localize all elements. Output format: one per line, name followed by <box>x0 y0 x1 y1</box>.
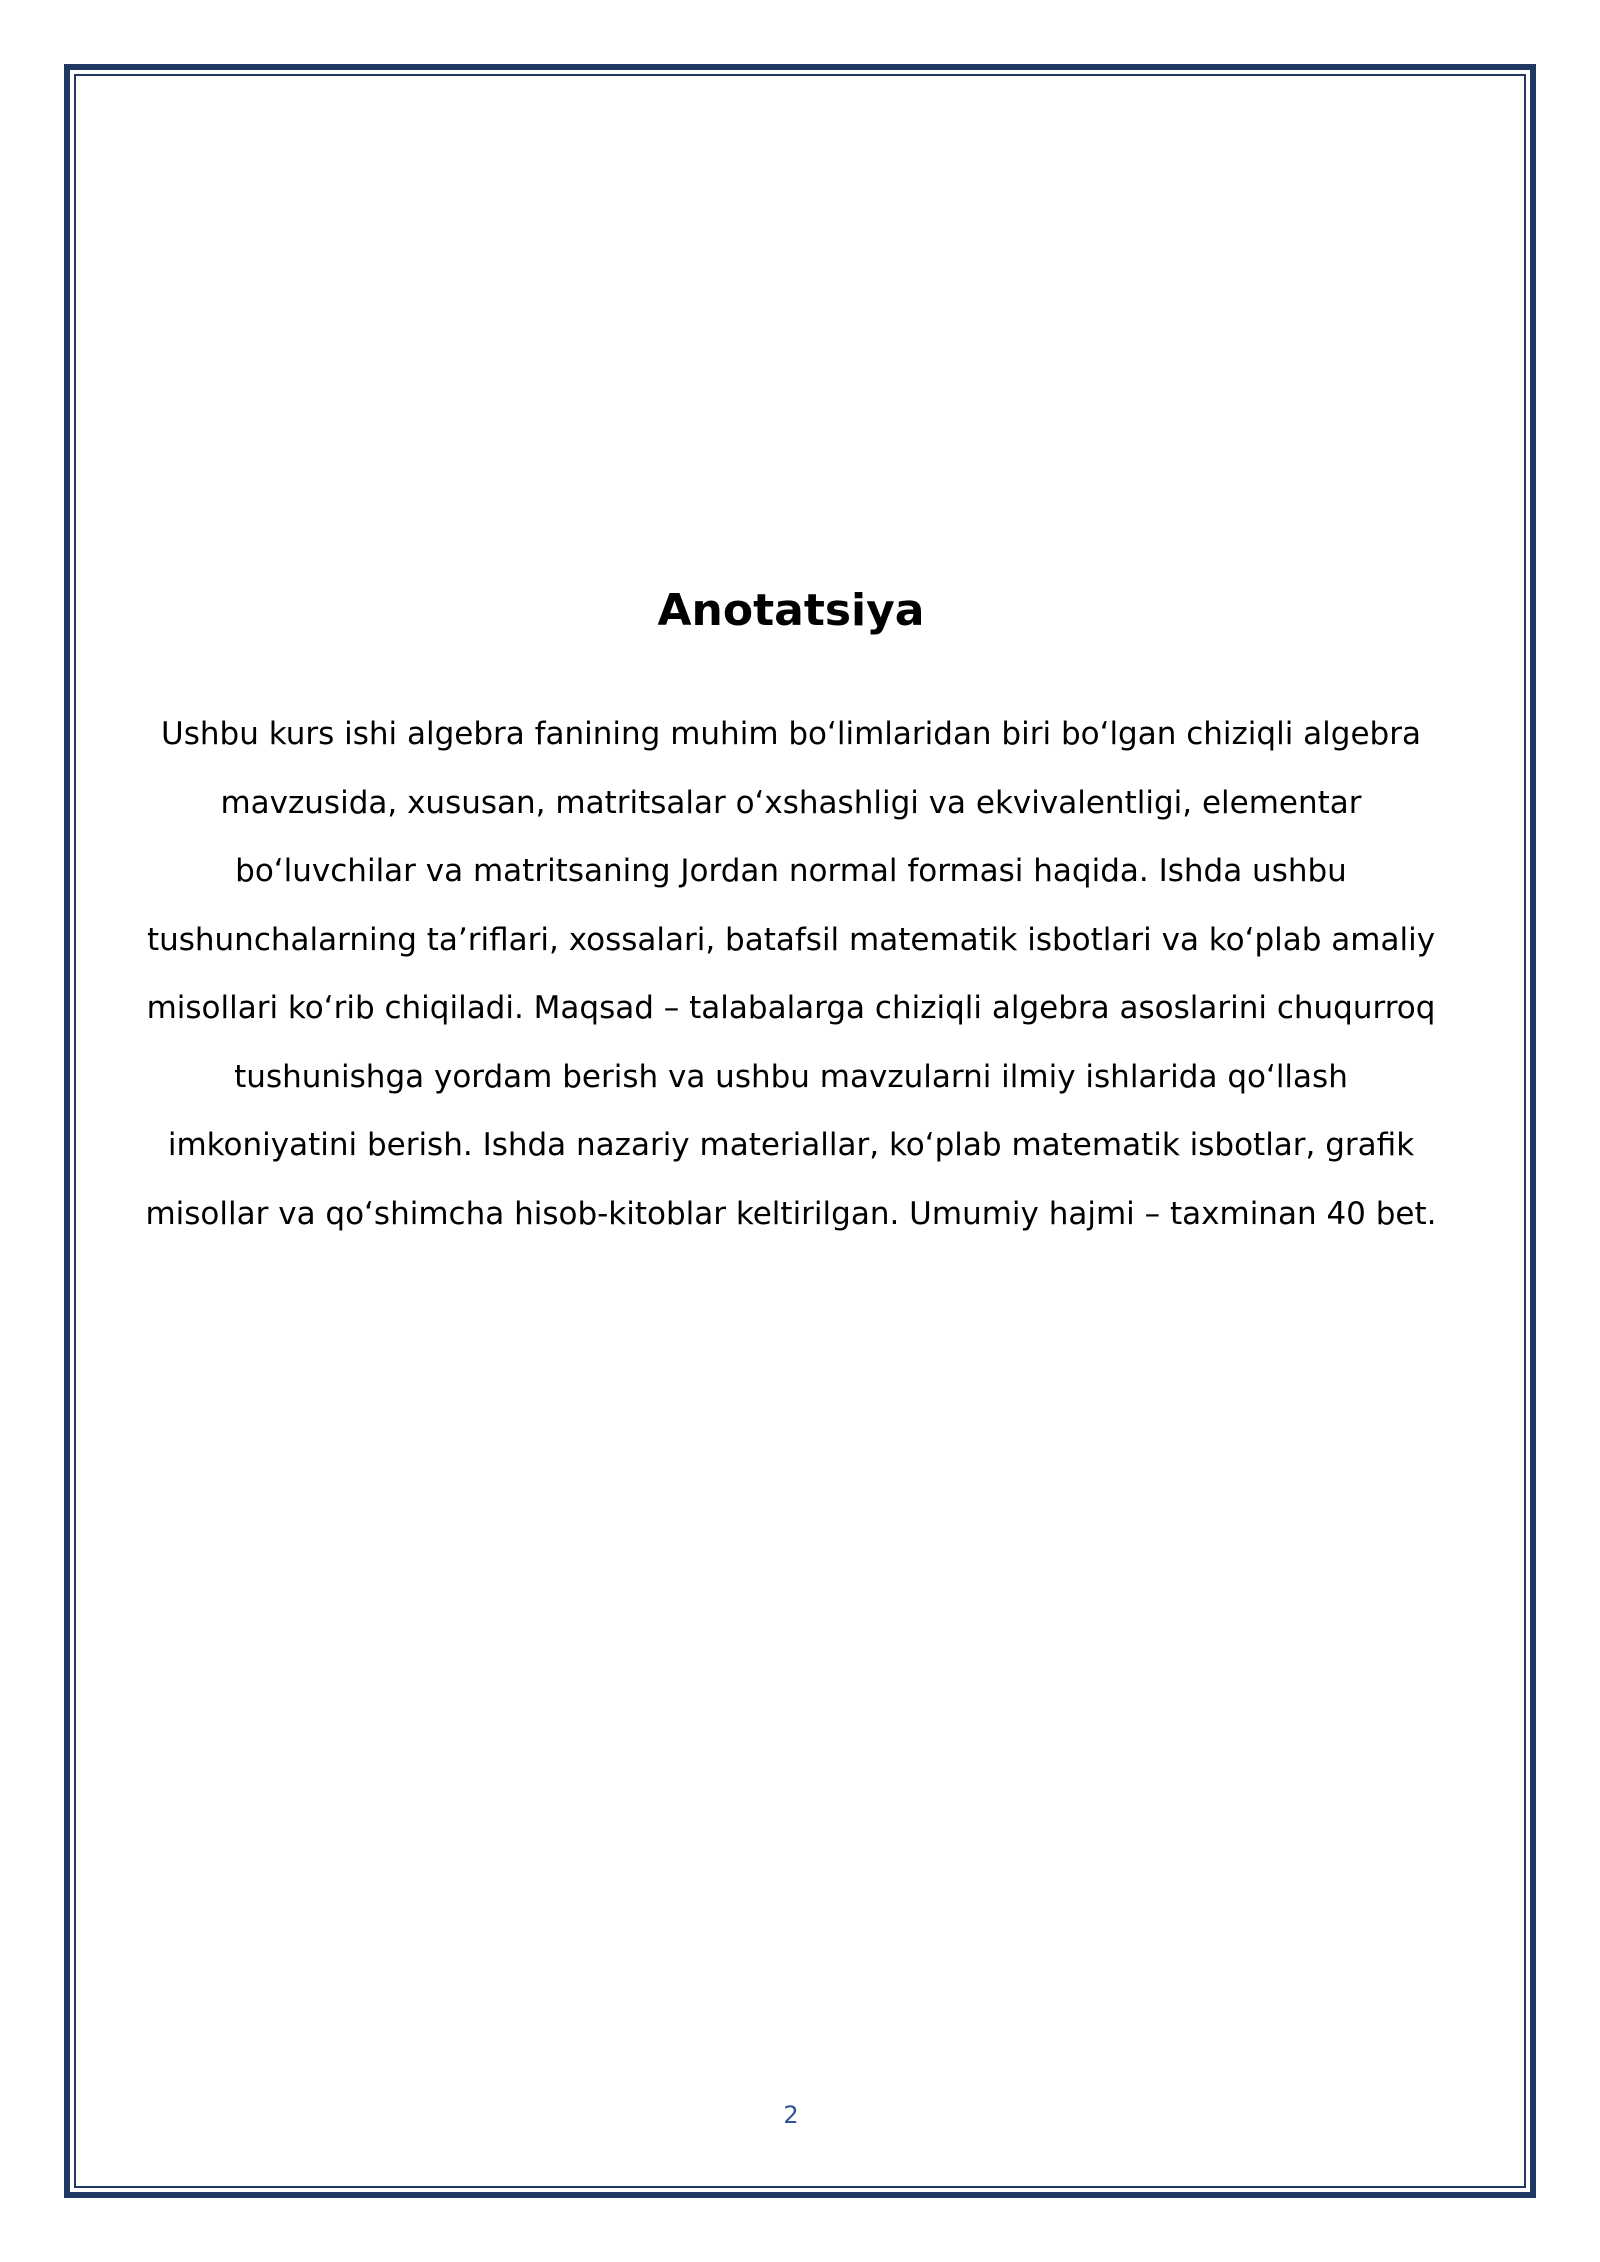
page-title: Anotatsiya <box>657 585 925 636</box>
abstract-paragraph: Ushbu kurs ishi algebra fanining muhim boʻlimlaridan biri boʻlgan chiziqli algebra mavzusida, xususan, matritsalar oʻxshashligi va ekvivalentligi, elementar boʻluvchilar va matritsaning Jordan normal formasi haqida. Ishda ushbu tushunchalarning taʼriflari, xossalari, batafsil matematik isbotlari va koʻplab amaliy misollari koʻrib chiqiladi. Maqsad – talabalarga chiziqli algebra asoslarini chuqurroq tushunishga yordam berish va ushbu mavzularni ilmiy ishlarida qoʻllash imkoniyatini berish. Ishda nazariy materiallar, koʻplab matematik isbotlar, grafik misollar va qoʻshimcha hisob-kitoblar keltirilgan. Umumiy hajmi – taxminan 40 bet. <box>145 716 1437 1232</box>
page-number: 2 <box>783 2101 799 2129</box>
